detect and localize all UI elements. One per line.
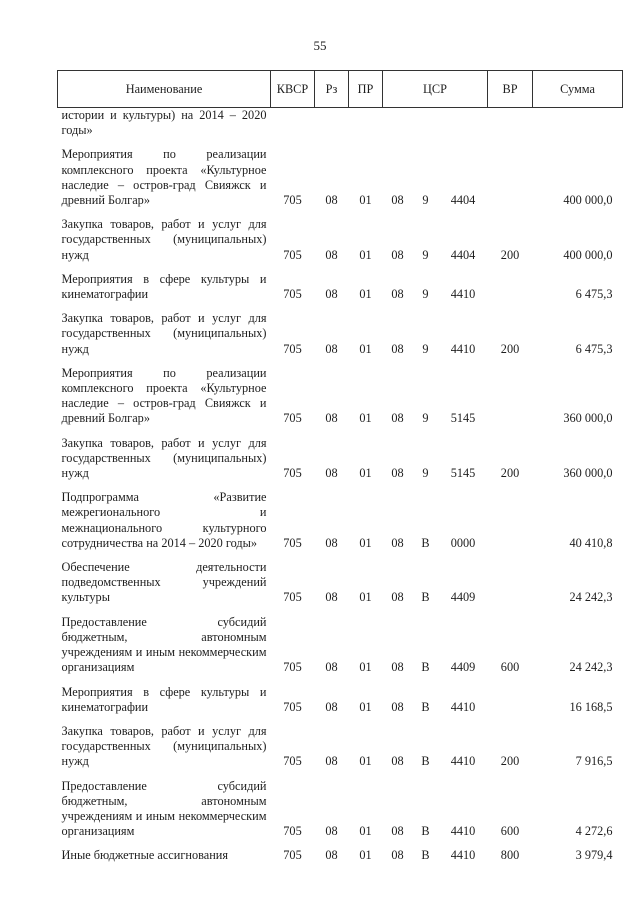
row-spacer-cell bbox=[58, 427, 623, 436]
cell-sum: 360 000,0 bbox=[563, 411, 613, 426]
row-name-text: Закупка товаров, работ и услуг для государственных (муниципальных) нужд bbox=[61, 435, 267, 481]
cell-csr-subprogram: В bbox=[421, 824, 430, 839]
header-name: Наименование bbox=[58, 71, 271, 108]
cell-csr-subprogram: 9 bbox=[422, 466, 429, 481]
cell-name bbox=[58, 560, 271, 606]
cell-csr-program: 08 bbox=[391, 660, 404, 675]
row-spacer bbox=[58, 302, 623, 311]
cell-pr: 01 bbox=[359, 848, 372, 863]
cell-csr-subprogram: В bbox=[421, 590, 430, 605]
cell-sum: 40 410,8 bbox=[569, 535, 613, 550]
cell-pr: 01 bbox=[359, 193, 372, 208]
cell-kvsr: 705 bbox=[283, 411, 302, 426]
cell-csr-subprogram: 9 bbox=[422, 247, 429, 262]
cell-name bbox=[58, 436, 271, 482]
cell-csr-subprogram: В bbox=[421, 848, 430, 863]
row-spacer bbox=[58, 715, 623, 724]
cell-vr bbox=[488, 147, 533, 208]
cell-csr-direction bbox=[439, 108, 488, 139]
cell-rz: 08 bbox=[325, 848, 338, 863]
cell-vr: 200 bbox=[500, 466, 520, 481]
header-pr: ПР bbox=[349, 71, 383, 108]
row-spacer bbox=[58, 427, 623, 436]
header-sum: Сумма bbox=[533, 71, 623, 108]
cell-name bbox=[58, 147, 271, 208]
cell-csr-subprogram: 9 bbox=[422, 341, 429, 356]
cell-csr-direction: 4404 bbox=[450, 193, 476, 208]
cell-kvsr: 705 bbox=[283, 590, 302, 605]
cell-kvsr: 705 bbox=[283, 341, 302, 356]
cell-sum: 16 168,5 bbox=[569, 699, 613, 714]
cell-rz: 08 bbox=[325, 341, 338, 356]
cell-pr: 01 bbox=[359, 287, 372, 302]
budget-table bbox=[57, 70, 623, 864]
cell-name bbox=[58, 311, 271, 357]
row-name-text: Обеспечение деятельности подведомственных учреждений культуры bbox=[61, 560, 267, 605]
row-spacer bbox=[58, 481, 623, 490]
table-row bbox=[58, 848, 623, 863]
header-rz: Рз bbox=[315, 71, 349, 108]
cell-sum: 24 242,3 bbox=[569, 660, 613, 675]
row-name-text: Предоставление субсидий бюджетным, автономным учреждениям и иным некоммерческим организациям bbox=[61, 614, 267, 675]
table-row bbox=[58, 436, 623, 482]
row-spacer-cell bbox=[58, 770, 623, 779]
cell-kvsr: 705 bbox=[283, 535, 302, 550]
cell-rz: 08 bbox=[325, 287, 338, 302]
row-spacer-cell bbox=[58, 551, 623, 560]
table-row bbox=[58, 272, 623, 302]
cell-pr: 01 bbox=[359, 341, 372, 356]
cell-csr-direction: 4410 bbox=[450, 848, 476, 863]
cell-rz bbox=[315, 108, 349, 139]
cell-kvsr: 705 bbox=[283, 848, 302, 863]
cell-vr bbox=[488, 560, 533, 606]
row-name-text: Предоставление субсидий бюджетным, автономным учреждениям и иным некоммерческим организациям bbox=[61, 778, 267, 839]
cell-csr-direction: 4410 bbox=[450, 824, 476, 839]
table-row bbox=[58, 615, 623, 676]
row-spacer bbox=[58, 263, 623, 272]
cell-sum: 3 979,4 bbox=[575, 848, 613, 863]
row-spacer-cell bbox=[58, 357, 623, 366]
cell-csr-subprogram: В bbox=[421, 660, 430, 675]
cell-csr-program: 08 bbox=[391, 341, 404, 356]
cell-kvsr: 705 bbox=[283, 754, 302, 769]
cell-csr-program: 08 bbox=[391, 535, 404, 550]
table-row bbox=[58, 724, 623, 770]
cell-vr bbox=[488, 366, 533, 427]
cell-csr-subprogram: В bbox=[421, 699, 430, 714]
table-header-row bbox=[58, 71, 623, 108]
cell-kvsr: 705 bbox=[283, 824, 302, 839]
cell-pr: 01 bbox=[359, 660, 372, 675]
row-spacer-cell bbox=[58, 208, 623, 217]
cell-name bbox=[58, 685, 271, 715]
cell-pr: 01 bbox=[359, 824, 372, 839]
cell-csr-direction: 5145 bbox=[450, 411, 476, 426]
cell-csr-program: 08 bbox=[391, 287, 404, 302]
cell-name bbox=[58, 217, 271, 263]
cell-csr-program: 08 bbox=[391, 247, 404, 262]
cell-csr-program: 08 bbox=[391, 466, 404, 481]
cell-vr bbox=[488, 685, 533, 715]
cell-csr-program: 08 bbox=[391, 824, 404, 839]
cell-rz: 08 bbox=[325, 754, 338, 769]
row-spacer bbox=[58, 676, 623, 685]
cell-rz: 08 bbox=[325, 193, 338, 208]
cell-kvsr: 705 bbox=[283, 660, 302, 675]
row-spacer-cell bbox=[58, 481, 623, 490]
table-row bbox=[58, 217, 623, 263]
cell-kvsr bbox=[271, 108, 315, 139]
cell-csr-subprogram: 9 bbox=[422, 411, 429, 426]
cell-csr-direction: 4404 bbox=[450, 247, 476, 262]
cell-csr-direction: 4409 bbox=[450, 590, 476, 605]
cell-csr-direction: 4410 bbox=[450, 699, 476, 714]
cell-csr-program: 08 bbox=[391, 848, 404, 863]
cell-pr bbox=[349, 108, 383, 139]
table-row bbox=[58, 685, 623, 715]
cell-vr: 200 bbox=[500, 247, 520, 262]
cell-rz: 08 bbox=[325, 411, 338, 426]
table-row bbox=[58, 490, 623, 551]
cell-pr: 01 bbox=[359, 590, 372, 605]
cell-rz: 08 bbox=[325, 699, 338, 714]
table-row bbox=[58, 779, 623, 840]
cell-csr-direction: 4410 bbox=[450, 341, 476, 356]
row-spacer bbox=[58, 138, 623, 147]
cell-name bbox=[58, 779, 271, 840]
cell-csr-subprogram: 9 bbox=[422, 287, 429, 302]
cell-vr: 200 bbox=[500, 341, 520, 356]
page-number: 55 bbox=[313, 38, 327, 53]
cell-pr: 01 bbox=[359, 247, 372, 262]
cell-csr-direction: 0000 bbox=[450, 535, 476, 550]
cell-sum: 360 000,0 bbox=[563, 466, 613, 481]
row-spacer-cell bbox=[58, 715, 623, 724]
row-name-text: Закупка товаров, работ и услуг для государственных (муниципальных) нужд bbox=[61, 311, 267, 356]
cell-rz: 08 bbox=[325, 247, 338, 262]
cell-csr-program bbox=[383, 108, 413, 139]
table-row bbox=[58, 108, 623, 139]
cell-sum: 400 000,0 bbox=[563, 247, 613, 262]
cell-sum: 400 000,0 bbox=[563, 193, 613, 208]
cell-csr-program: 08 bbox=[391, 193, 404, 208]
row-name-text: Мероприятия по реализации комплексного проекта «Культурное наследие – остров-град Свияжск и древний Болгар» bbox=[61, 147, 267, 208]
cell-name bbox=[58, 108, 271, 139]
cell-kvsr: 705 bbox=[283, 699, 302, 714]
cell-vr: 800 bbox=[500, 848, 520, 863]
row-spacer bbox=[58, 208, 623, 217]
cell-sum bbox=[533, 108, 623, 139]
cell-name bbox=[58, 366, 271, 427]
cell-csr-program: 08 bbox=[391, 754, 404, 769]
cell-sum: 6 475,3 bbox=[575, 287, 613, 302]
row-name-text: Закупка товаров, работ и услуг для государственных (муниципальных) нужд bbox=[61, 217, 267, 262]
cell-vr: 600 bbox=[500, 660, 520, 675]
row-name-text: истории и культуры) на 2014 – 2020 годы» bbox=[61, 108, 267, 138]
cell-csr-direction: 4410 bbox=[450, 754, 476, 769]
row-spacer-cell bbox=[58, 263, 623, 272]
row-name-text: Закупка товаров, работ и услуг для государственных (муниципальных) нужд bbox=[61, 723, 267, 769]
cell-name bbox=[58, 724, 271, 770]
table-row bbox=[58, 147, 623, 208]
cell-sum: 6 475,3 bbox=[575, 341, 613, 356]
cell-kvsr: 705 bbox=[283, 193, 302, 208]
cell-name bbox=[58, 490, 271, 551]
cell-vr bbox=[488, 108, 533, 139]
cell-sum: 7 916,5 bbox=[575, 754, 613, 769]
row-name-text: Мероприятия по реализации комплексного проекта «Культурное наследие – остров-град Свияжск и древний Болгар» bbox=[61, 365, 267, 426]
row-spacer-cell bbox=[58, 302, 623, 311]
cell-csr-subprogram: В bbox=[421, 754, 430, 769]
cell-name bbox=[58, 848, 271, 863]
row-name-text: Иные бюджетные ассигнования bbox=[61, 848, 229, 863]
cell-sum: 4 272,6 bbox=[575, 824, 613, 839]
table-row bbox=[58, 560, 623, 606]
cell-rz: 08 bbox=[325, 466, 338, 481]
header-csr: ЦСР bbox=[383, 71, 488, 108]
cell-csr-subprogram: 9 bbox=[422, 193, 429, 208]
cell-name bbox=[58, 615, 271, 676]
row-spacer-cell bbox=[58, 676, 623, 685]
cell-pr: 01 bbox=[359, 535, 372, 550]
header-kvsr: КВСР bbox=[271, 71, 315, 108]
row-spacer-cell bbox=[58, 138, 623, 147]
cell-vr: 200 bbox=[500, 754, 520, 769]
cell-csr-direction: 4409 bbox=[450, 660, 476, 675]
cell-pr: 01 bbox=[359, 466, 372, 481]
row-name-text: Подпрограмма «Развитие межрегионального и межнационального культурного сотрудничества на 2014 – 2020 годы» bbox=[61, 490, 267, 550]
cell-vr bbox=[488, 272, 533, 302]
cell-rz: 08 bbox=[325, 590, 338, 605]
row-spacer bbox=[58, 551, 623, 560]
row-spacer-cell bbox=[58, 839, 623, 848]
cell-kvsr: 705 bbox=[283, 287, 302, 302]
cell-csr-program: 08 bbox=[391, 699, 404, 714]
row-spacer bbox=[58, 357, 623, 366]
cell-rz: 08 bbox=[325, 535, 338, 550]
cell-kvsr: 705 bbox=[283, 466, 302, 481]
cell-csr-direction: 4410 bbox=[450, 287, 476, 302]
row-spacer bbox=[58, 606, 623, 615]
cell-sum: 24 242,3 bbox=[569, 590, 613, 605]
cell-pr: 01 bbox=[359, 754, 372, 769]
table-body bbox=[58, 108, 623, 864]
cell-vr bbox=[488, 490, 533, 551]
row-spacer-cell bbox=[58, 606, 623, 615]
row-spacer bbox=[58, 839, 623, 848]
cell-csr-program: 08 bbox=[391, 590, 404, 605]
cell-csr-subprogram: В bbox=[421, 535, 430, 550]
row-name-text: Мероприятия в сфере культуры и кинематографии bbox=[61, 684, 267, 714]
table-row bbox=[58, 366, 623, 427]
cell-rz: 08 bbox=[325, 660, 338, 675]
cell-pr: 01 bbox=[359, 411, 372, 426]
cell-csr-subprogram bbox=[413, 108, 439, 139]
cell-name bbox=[58, 272, 271, 302]
cell-kvsr: 705 bbox=[283, 247, 302, 262]
header-vr: ВР bbox=[488, 71, 533, 108]
cell-csr-direction: 5145 bbox=[450, 466, 476, 481]
table-row bbox=[58, 311, 623, 357]
row-name-text: Мероприятия в сфере культуры и кинематографии bbox=[61, 271, 267, 302]
cell-vr: 600 bbox=[500, 824, 520, 839]
cell-rz: 08 bbox=[325, 824, 338, 839]
cell-pr: 01 bbox=[359, 699, 372, 714]
cell-csr-program: 08 bbox=[391, 411, 404, 426]
row-spacer bbox=[58, 770, 623, 779]
